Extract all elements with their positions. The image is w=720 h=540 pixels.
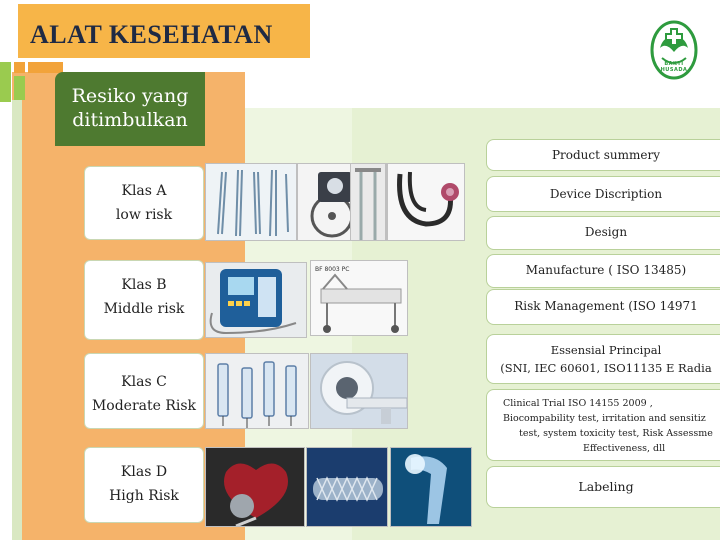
labeling-label: Labeling — [578, 479, 634, 494]
risk-header-line1: Resiko yang — [71, 85, 189, 107]
stent-photo — [306, 447, 388, 527]
klas-c-box — [84, 353, 204, 429]
risk-management-item — [486, 289, 720, 325]
essential-principal-line2: (SNI, IEC 60601, ISO11135 E Radia — [500, 361, 712, 375]
klas-a-box — [84, 166, 204, 240]
clinical-trial-item — [486, 389, 720, 461]
manufacture-label: Manufacture ( ISO 13485) — [525, 263, 687, 277]
klas-d-risk: High Risk — [109, 488, 179, 504]
product-summary-item — [486, 139, 720, 171]
ct-scanner-photo — [310, 353, 408, 429]
bakti-husada-logo — [648, 18, 700, 82]
device-description-item — [486, 176, 720, 212]
logo-text: BAKTI HUSADA — [660, 61, 688, 73]
risk-header-line2: ditimbulkan — [72, 109, 188, 131]
svg-text:BF 8003 PC: BF 8003 PC — [315, 266, 350, 273]
artificial-heart-photo — [205, 447, 305, 527]
decor-square — [28, 62, 63, 73]
clinical-trial-line2: Biocompability test, irritation and sensitiz — [503, 413, 706, 424]
device-description-label: Device Discription — [549, 187, 663, 201]
product-summary-label: Product summery — [551, 148, 661, 162]
klas-b-name: Klas B — [121, 277, 167, 293]
left-green-strip — [12, 100, 22, 540]
clinical-trial-line1: Clinical Trial ISO 14155 2009 , — [503, 398, 653, 409]
risk-management-label: Risk Management (ISO 14971 — [514, 299, 698, 313]
syringes-photo — [205, 353, 309, 429]
infusion-pump-photo — [205, 262, 307, 338]
clinical-trial-line3: test, system toxicity test, Risk Assessme — [519, 428, 713, 439]
clinical-trial-line4: Effectiveness, dll — [583, 443, 666, 454]
klas-c-risk: Moderate Risk — [91, 398, 197, 414]
hip-implant-xray-photo — [390, 447, 472, 527]
klas-a-risk: low risk — [115, 207, 173, 223]
hospital-bed-photo — [310, 260, 408, 336]
manufacture-item — [486, 254, 720, 288]
crutches-photo — [350, 163, 386, 241]
klas-c-name: Klas C — [121, 374, 167, 390]
labeling-item — [486, 466, 720, 508]
decor-square — [14, 76, 25, 100]
essential-principal-item — [486, 334, 720, 384]
risk-header — [55, 72, 205, 146]
decor-square — [14, 62, 25, 73]
klas-d-box — [84, 447, 204, 523]
klas-b-box — [84, 260, 204, 340]
essential-principal-line1: Essensial Principal — [550, 343, 662, 357]
decor-square — [0, 62, 11, 102]
klas-a-name: Klas A — [121, 183, 167, 199]
design-label: Design — [584, 225, 628, 239]
klas-b-risk: Middle risk — [103, 301, 185, 317]
stethoscope-photo — [387, 163, 465, 241]
page-title: ALAT KESEHATAN — [30, 20, 273, 49]
forceps-photo — [205, 163, 297, 241]
design-item — [486, 216, 720, 250]
klas-d-name: Klas D — [120, 464, 168, 480]
